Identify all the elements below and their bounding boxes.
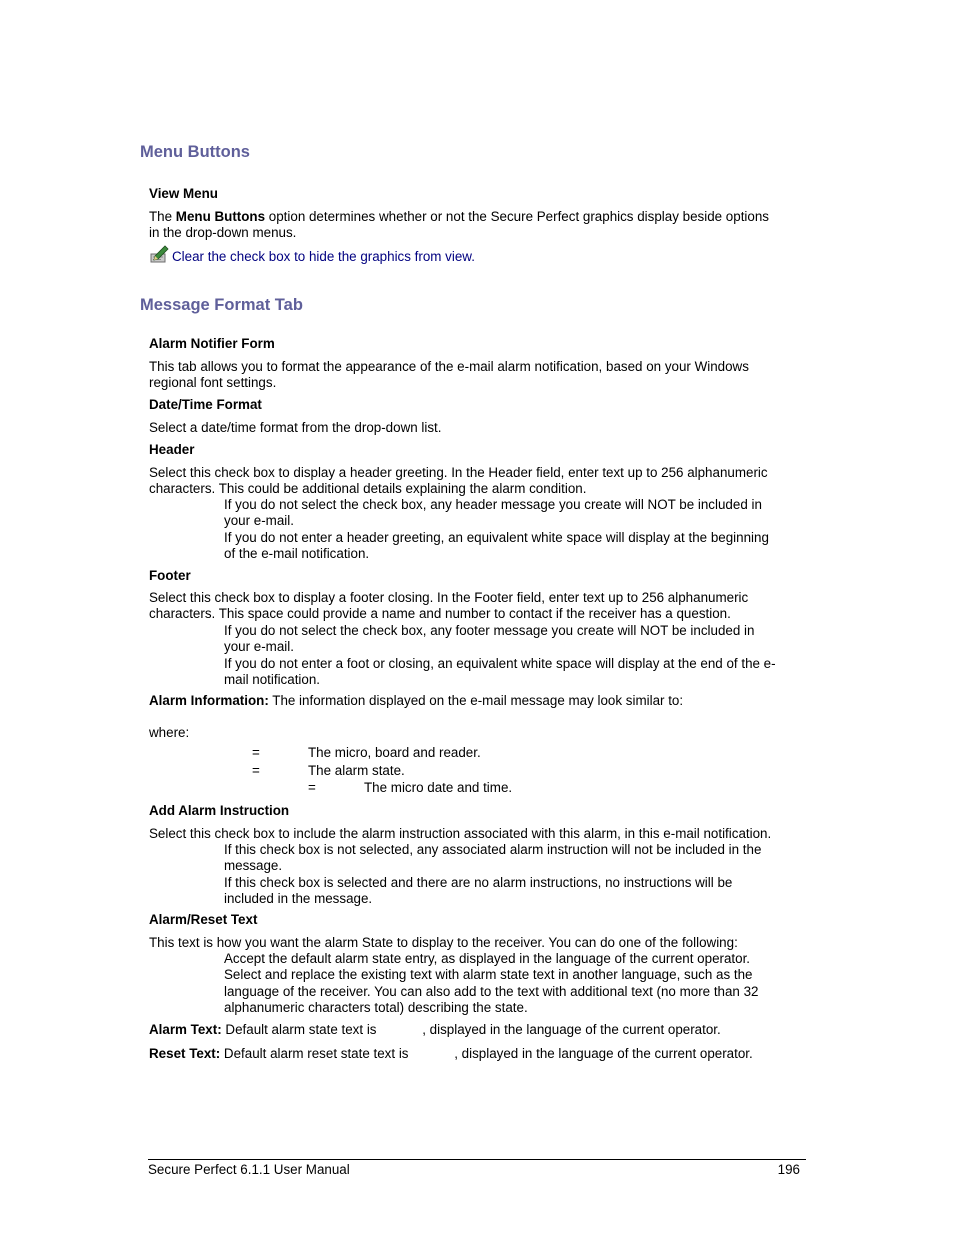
- add-alarm-instruction-notes: [224, 842, 761, 907]
- subheading-alarm-notifier-form: Alarm Notifier Form: [149, 336, 275, 351]
- footer-divider: [148, 1159, 806, 1160]
- bold-term-reset-text: Reset Text:: [149, 1046, 221, 1061]
- note-line: If this check box is selected and there are no alarm instructions, no instructions will be: [224, 874, 733, 890]
- paragraph-date-time: Select a date/time format from the drop-down list.: [149, 420, 442, 435]
- section-heading-message-format: Message Format Tab: [140, 296, 303, 314]
- note-line: If this check box is not selected, any associated alarm instruction will not be included in the: [224, 842, 762, 857]
- subheading-date-time-format: Date/Time Format: [149, 397, 262, 412]
- para-text: Default alarm state text is: [221, 1022, 381, 1037]
- where-row-equals: =: [252, 745, 260, 760]
- where-row-equals: =: [308, 780, 316, 795]
- note-line: your e-mail.: [224, 513, 294, 529]
- subheading-header: Header: [149, 442, 195, 457]
- bold-term-alarm-information: Alarm Information:: [149, 693, 269, 708]
- para-line: Select this check box to display a footer closing. In the Footer field, enter text up to 256 alphanumeric: [149, 590, 749, 605]
- subheading-alarm-reset-text: Alarm/Reset Text: [149, 912, 258, 927]
- paragraph-alarm-text: [149, 1022, 721, 1038]
- header-notes: [224, 497, 769, 562]
- para-line: characters. This could be additional details explaining the alarm condition.: [149, 481, 587, 497]
- para-text: , displayed in the language of the current operator.: [454, 1046, 753, 1061]
- para-line: regional font settings.: [149, 375, 277, 391]
- note-line: language of the receiver. You can also add to the text with additional text (no more than 32: [224, 983, 759, 999]
- para-line: This tab allows you to format the appearance of the e-mail alarm notification, based on your Windows: [149, 359, 749, 374]
- footer-manual-title: Secure Perfect 6.1.1 User Manual: [148, 1162, 350, 1177]
- paragraph-alarm-information: [149, 693, 683, 709]
- note-line: alphanumeric characters total) describing the state.: [224, 999, 528, 1015]
- bold-term-alarm-text: Alarm Text:: [149, 1022, 222, 1037]
- note-line: of the e-mail notification.: [224, 545, 370, 561]
- where-row-description: The micro, board and reader.: [308, 745, 481, 760]
- para-line: Select this check box to display a header greeting. In the Header field, enter text up to 256 alphanumeric: [149, 465, 768, 480]
- paragraph-view-menu: [149, 209, 769, 242]
- footer-page-number: 196: [777, 1162, 800, 1177]
- alarm-reset-text-notes: [224, 951, 759, 1016]
- section-heading-menu-buttons: Menu Buttons: [140, 143, 250, 161]
- bold-term-menu-buttons: Menu Buttons: [175, 209, 266, 224]
- tip-note: [150, 245, 475, 267]
- note-line: Accept the default alarm state entry, as displayed in the language of the current operator.: [224, 951, 751, 966]
- paragraph-alarm-reset-text: This text is how you want the alarm State to display to the receiver. You can do one of the following:: [149, 935, 738, 950]
- paragraph-footer: [149, 590, 748, 623]
- note-line: If you do not select the check box, any footer message you create will NOT be included in: [224, 623, 755, 638]
- subheading-view-menu: View Menu: [149, 186, 218, 201]
- paragraph-reset-text: [149, 1046, 753, 1062]
- subheading-footer: Footer: [149, 568, 191, 583]
- note-line: If you do not select the check box, any header message you create will NOT be included in: [224, 497, 762, 512]
- para-text: Default alarm reset state text is: [220, 1046, 413, 1061]
- para-rest: option determines whether or not the Secure Perfect graphics display beside options: [265, 209, 769, 224]
- note-line: mail notification.: [224, 671, 321, 687]
- para-rest: The information displayed on the e-mail message may look similar to:: [268, 693, 684, 708]
- note-line: your e-mail.: [224, 639, 294, 655]
- para-text: , displayed in the language of the current operator.: [422, 1022, 721, 1037]
- subheading-add-alarm-instruction: Add Alarm Instruction: [149, 803, 290, 818]
- paragraph-header: [149, 465, 768, 498]
- pencil-note-icon: [150, 245, 170, 263]
- where-row-equals: =: [252, 763, 260, 778]
- where-label: where:: [149, 725, 190, 740]
- footer-notes: [224, 623, 776, 688]
- note-line: If you do not enter a foot or closing, an equivalent white space will display at the end of the e-: [224, 655, 776, 671]
- paragraph-alarm-notifier: [149, 359, 749, 392]
- paragraph-add-alarm-instruction: Select this check box to include the alarm instruction associated with this alarm, in this e-mail notification.: [149, 826, 772, 841]
- tip-text: Clear the check box to hide the graphics from view.: [172, 249, 475, 264]
- para-line: characters. This space could provide a name and number to contact if the receiver has a question.: [149, 606, 731, 622]
- where-row-description: The micro date and time.: [364, 780, 513, 795]
- note-line: Select and replace the existing text with alarm state text in another language, such as the: [224, 967, 753, 983]
- para-prefix: The: [149, 209, 176, 224]
- note-line: included in the message.: [224, 890, 373, 906]
- where-row-description: The alarm state.: [308, 763, 405, 778]
- para-line: in the drop-down menus.: [149, 225, 297, 241]
- note-line: message.: [224, 858, 283, 874]
- note-line: If you do not enter a header greeting, an equivalent white space will display at the beginning: [224, 529, 769, 545]
